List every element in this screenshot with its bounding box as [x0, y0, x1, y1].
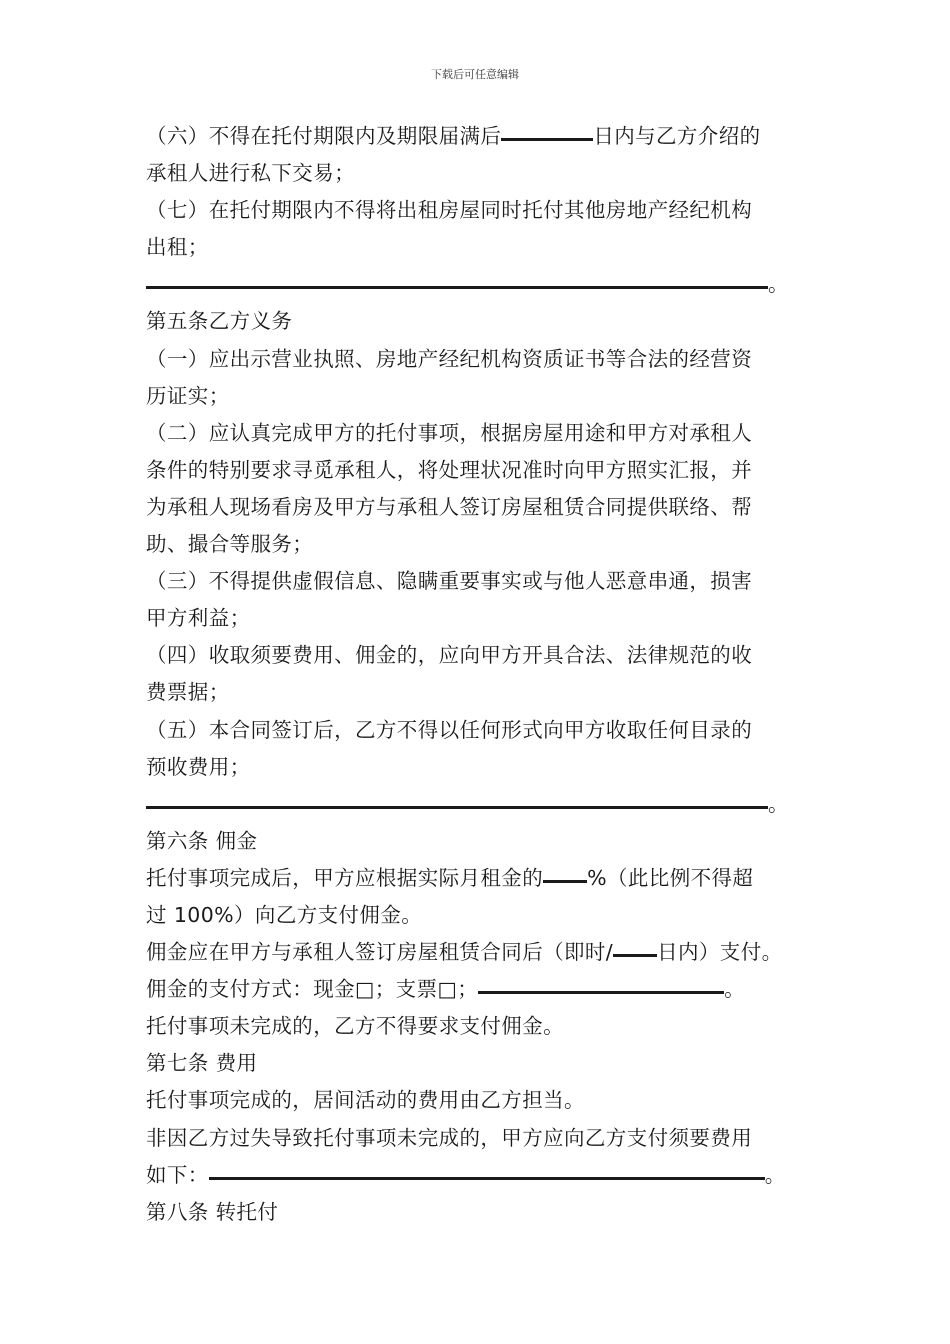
text-segment: 如下：: [146, 1162, 209, 1187]
text-segment: %（此比例不得超: [587, 865, 754, 890]
fill-in-blank: [146, 806, 768, 809]
text-line: [146, 1120, 826, 1157]
text-segment: 佣金的支付方式：现金□；支票□；: [146, 977, 479, 1002]
text-segment: 非因乙方过失导致托付事项未完成的，甲方应向乙方支付须要费用: [146, 1125, 753, 1150]
text-line: [146, 229, 826, 266]
text-line: [146, 786, 826, 823]
text-segment: （三）不得提供虚假信息、隐瞒重要事实或与他人恶意串通，损害: [146, 569, 753, 594]
text-segment: 第六条 佣金: [146, 828, 258, 853]
fill-in-blank: [543, 880, 587, 883]
text-line: [146, 155, 826, 192]
text-segment: 。: [768, 791, 789, 816]
text-line: [146, 303, 826, 340]
text-line: [146, 266, 826, 303]
page-header: 下载后可任意编辑: [431, 68, 519, 81]
text-segment: 托付事项完成的，居间活动的费用由乙方担当。: [146, 1088, 585, 1113]
text-segment: 第五条乙方义务: [146, 309, 293, 334]
text-segment: 助、撮合等服务；: [146, 532, 314, 557]
fill-in-blank: [209, 1177, 765, 1180]
text-segment: 。: [768, 272, 789, 297]
text-line: [146, 934, 826, 971]
text-segment: （六）不得在托付期限内及期限届满后: [146, 124, 502, 148]
text-line: [146, 489, 826, 526]
text-segment: 日内）支付。: [657, 940, 783, 965]
text-line: [146, 637, 826, 674]
text-line: [146, 118, 826, 155]
text-line: [146, 600, 826, 637]
text-line: [146, 526, 826, 563]
text-line: [146, 1082, 826, 1119]
text-line: [146, 563, 826, 600]
text-segment: 第八条 转托付: [146, 1199, 279, 1224]
text-segment: （一）应出示营业执照、房地产经纪机构资质证书等合法的经营资: [146, 346, 753, 371]
fill-in-blank: [501, 138, 593, 141]
text-line: [146, 1045, 826, 1082]
text-segment: 。: [764, 1162, 786, 1187]
text-line: [146, 712, 826, 749]
text-segment: 过 100%）向乙方支付佣金。: [146, 902, 423, 927]
text-line: [146, 452, 826, 489]
text-segment: 预收费用；: [146, 754, 251, 779]
text-segment: （四）收取须要费用、佣金的，应向甲方开具合法、法律规范的收: [146, 643, 753, 668]
text-line: [146, 860, 826, 897]
document-body: [146, 118, 826, 1231]
text-line: [146, 341, 826, 378]
text-segment: 第七条 费用: [146, 1051, 258, 1076]
fill-in-blank: [478, 991, 724, 994]
text-line: [146, 1157, 826, 1194]
text-segment: （七）在托付期限内不得将出租房屋同时托付其他房地产经纪机构: [146, 198, 753, 223]
text-segment: 历证实；: [146, 383, 230, 408]
text-line: [146, 823, 826, 860]
text-line: [146, 1194, 826, 1231]
text-segment: 费票据；: [146, 680, 230, 705]
text-segment: 出租；: [146, 235, 209, 260]
text-segment: 。: [724, 977, 746, 1002]
text-line: [146, 971, 826, 1008]
text-line: [146, 674, 826, 711]
text-segment: 托付事项未完成的，乙方不得要求支付佣金。: [146, 1014, 564, 1039]
text-line: [146, 378, 826, 415]
text-segment: 条件的特别要求寻觅承租人，将处理状况准时向甲方照实汇报，并: [146, 457, 753, 482]
text-line: [146, 897, 826, 934]
text-line: [146, 192, 826, 229]
text-line: [146, 1008, 826, 1045]
text-segment: 日内与乙方介绍的: [593, 124, 761, 148]
text-segment: 托付事项完成后，甲方应根据实际月租金的: [146, 865, 544, 890]
text-segment: 承租人进行私下交易；: [146, 161, 355, 186]
text-line: [146, 749, 826, 786]
text-segment: 甲方利益；: [146, 606, 251, 631]
text-segment: 为承租人现场看房及甲方与承租人签订房屋租赁合同提供联络、帮: [146, 494, 753, 519]
text-segment: （五）本合同签订后，乙方不得以任何形式向甲方收取任何目录的: [146, 717, 753, 742]
text-line: [146, 415, 826, 452]
fill-in-blank: [146, 286, 768, 289]
text-segment: （二）应认真完成甲方的托付事项，根据房屋用途和甲方对承租人: [146, 420, 753, 445]
text-segment: 佣金应在甲方与承租人签订房屋租赁合同后（即时/: [146, 940, 614, 965]
fill-in-blank: [613, 954, 657, 957]
